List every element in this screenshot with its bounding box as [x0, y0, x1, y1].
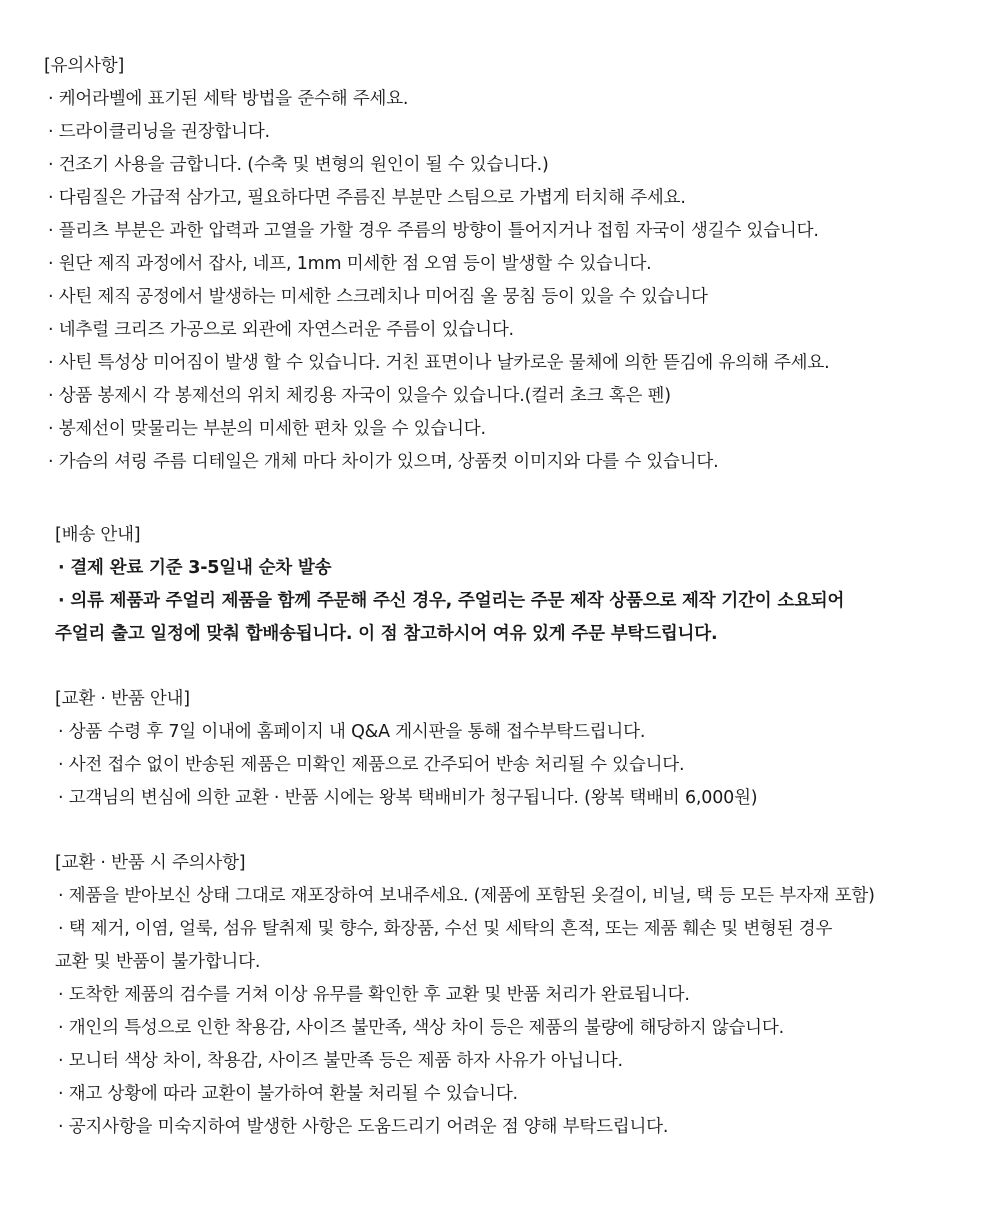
- list-item: · 사틴 제직 공정에서 발생하는 미세한 스크레치나 미어짐 올 뭉침 등이 있을 수 있습니다: [48, 287, 708, 307]
- list-item: · 제품을 받아보신 상태 그대로 재포장하여 보내주세요. (제품에 포함된 옷걸이, 비닐, 택 등 모든 부자재 포함): [58, 886, 875, 906]
- list-item: · 상품 봉제시 각 봉제선의 위치 체킹용 자국이 있을수 있습니다.(컬러 초크 혹은 펜): [48, 386, 671, 406]
- list-item: · 고객님의 변심에 의한 교환 · 반품 시에는 왕복 택배비가 청구됩니다. (왕복 택배비 6,000원): [58, 788, 758, 808]
- list-item: · 결제 완료 기준 3-5일내 순차 발송: [58, 558, 332, 578]
- list-item: · 드라이클리닝을 권장합니다.: [48, 122, 270, 142]
- list-item: · 의류 제품과 주얼리 제품을 함께 주문해 주신 경우, 주얼리는 주문 제작 상품으로 제작 기간이 소요되어: [58, 591, 845, 611]
- list-item: · 케어라벨에 표기된 세탁 방법을 준수해 주세요.: [48, 89, 409, 109]
- section-heading: [배송 안내]: [55, 525, 141, 545]
- list-item: · 상품 수령 후 7일 이내에 홈페이지 내 Q&A 게시판을 통해 접수부탁드립니다.: [58, 722, 646, 742]
- list-item: · 네추럴 크리즈 가공으로 외관에 자연스러운 주름이 있습니다.: [48, 320, 514, 340]
- list-item: · 다림질은 가급적 삼가고, 필요하다면 주름진 부분만 스팀으로 가볍게 터치해 주세요.: [48, 188, 686, 208]
- list-item: · 건조기 사용을 금합니다. (수축 및 변형의 원인이 될 수 있습니다.): [48, 155, 549, 175]
- section-heading: [유의사항]: [44, 56, 125, 76]
- list-item: · 플리츠 부분은 과한 압력과 고열을 가할 경우 주름의 방향이 틀어지거나 접힘 자국이 생길수 있습니다.: [48, 221, 819, 241]
- list-item: · 가슴의 셔링 주름 디테일은 개체 마다 차이가 있으며, 상품컷 이미지와 다를 수 있습니다.: [48, 452, 719, 472]
- list-item: · 봉제선이 맞물리는 부분의 미세한 편차 있을 수 있습니다.: [48, 419, 486, 439]
- list-item: · 사전 접수 없이 반송된 제품은 미확인 제품으로 간주되어 반송 처리될 수 있습니다.: [58, 755, 685, 775]
- list-item: · 재고 상황에 따라 교환이 불가하여 환불 처리될 수 있습니다.: [58, 1084, 518, 1104]
- section-heading: [교환 · 반품 안내]: [55, 689, 190, 709]
- list-item: · 개인의 특성으로 인한 착용감, 사이즈 불만족, 색상 차이 등은 제품의 불량에 해당하지 않습니다.: [58, 1018, 784, 1038]
- list-item: 주얼리 출고 일정에 맞춰 합배송됩니다. 이 점 참고하시어 여유 있게 주문 부탁드립니다.: [55, 624, 718, 644]
- list-item: · 도착한 제품의 검수를 거쳐 이상 유무를 확인한 후 교환 및 반품 처리가 완료됩니다.: [58, 985, 690, 1005]
- list-item: · 모니터 색상 차이, 착용감, 사이즈 불만족 등은 제품 하자 사유가 아닙니다.: [58, 1051, 623, 1071]
- section-heading: [교환 · 반품 시 주의사항]: [55, 853, 246, 873]
- list-item: · 원단 제직 과정에서 잡사, 네프, 1mm 미세한 점 오염 등이 발생할 수 있습니다.: [48, 254, 652, 274]
- list-item: · 택 제거, 이염, 얼룩, 섬유 탈취제 및 향수, 화장품, 수선 및 세탁의 흔적, 또는 제품 훼손 및 변형된 경우: [58, 919, 833, 939]
- list-item: · 사틴 특성상 미어짐이 발생 할 수 있습니다. 거친 표면이나 날카로운 물체에 의한 뜯김에 유의해 주세요.: [48, 353, 830, 373]
- list-item: 교환 및 반품이 불가합니다.: [55, 952, 261, 972]
- list-item: · 공지사항을 미숙지하여 발생한 사항은 도움드리기 어려운 점 양해 부탁드립니다.: [58, 1117, 669, 1137]
